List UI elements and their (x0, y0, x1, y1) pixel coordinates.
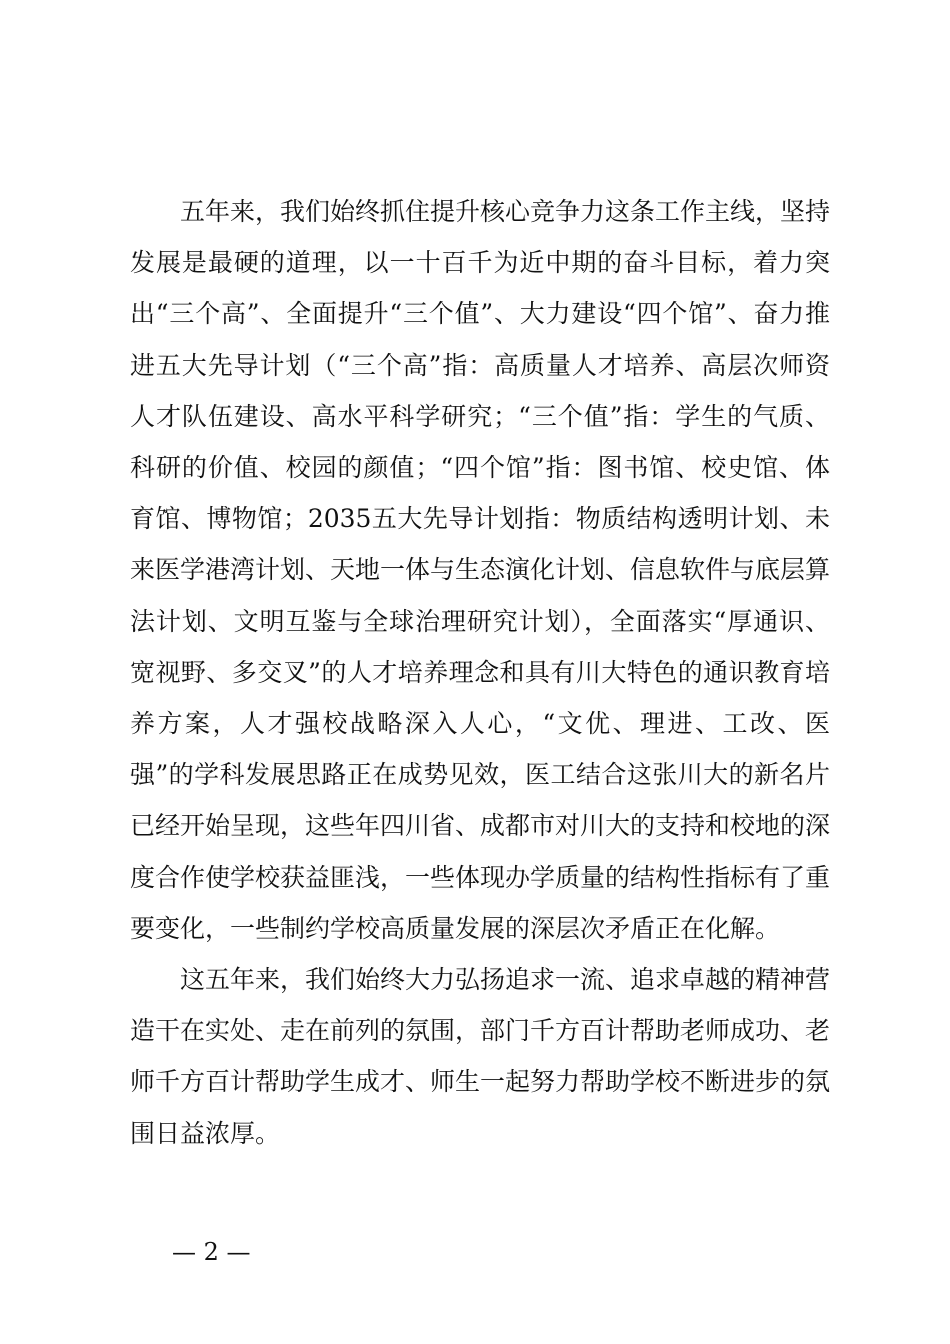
paragraph-1: 五年来，我们始终抓住提升核心竞争力这条工作主线，坚持发展是最硬的道理，以一十百千为近中期的奋斗目标，着力突出“三个高”、全面提升“三个值”、大力建设“四个馆”、奋力推进五大先导计划（“三个高”指：高质量人才培养、高层次师资人才队伍建设、高水平科学研究；“三个值”指：学生的气质、科研的价值、校园的颜值；“四个馆”指：图书馆、校史馆、体育馆、博物馆；2035五大先导计划指：物质结构透明计划、未来医学港湾计划、天地一体与生态演化计划、信息软件与底层算法计划、文明互鉴与全球治理研究计划），全面落实“厚通识、宽视野、多交叉”的人才培养理念和具有川大特色的通识教育培养方案，人才强校战略深入人心，“文优、理进、工改、医强”的学科发展思路正在成势见效，医工结合这张川大的新名片已经开始呈现，这些年四川省、成都市对川大的支持和校地的深度合作使学校获益匪浅，一些体现办学质量的结构性指标有了重要变化，一些制约学校高质量发展的深层次矛盾正在化解。 (130, 197, 831, 943)
paragraph-2: 这五年来，我们始终大力弘扬追求一流、追求卓越的精神营造干在实处、走在前列的氛围，部门千方百计帮助老师成功、老师千方百计帮助学生成才、师生一起努力帮助学校不断进步的氛围日益浓厚。 (130, 965, 831, 1148)
page-number: — 2 — (172, 1238, 251, 1266)
body-text (130, 186, 830, 1159)
